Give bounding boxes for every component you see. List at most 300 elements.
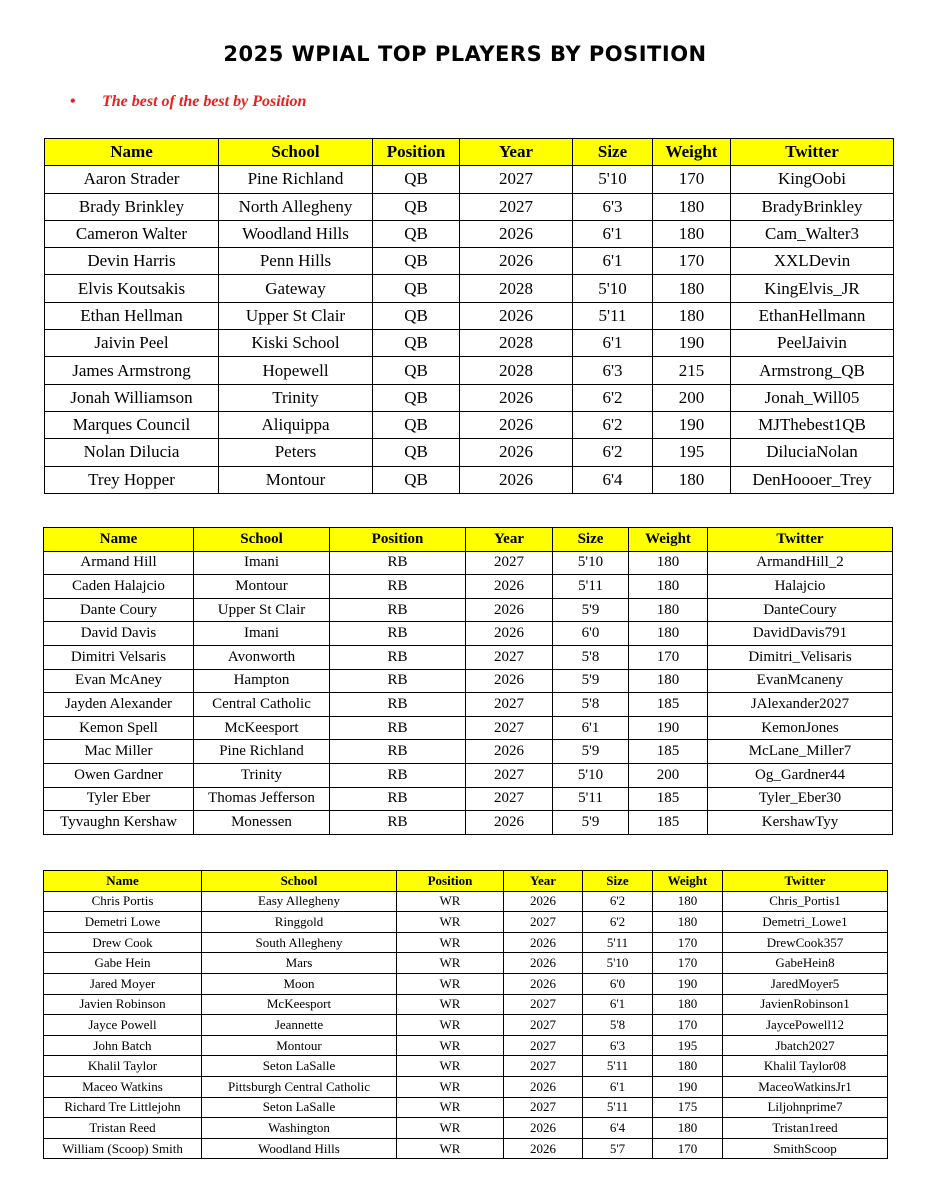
cell-position: WR — [397, 1015, 504, 1036]
cell-weight: 180 — [629, 551, 708, 575]
cell-size: 6'2 — [583, 912, 653, 933]
cell-position: QB — [373, 302, 460, 329]
cell-position: WR — [397, 1056, 504, 1077]
cell-school: South Allegheny — [202, 932, 397, 953]
cell-name: Chris Portis — [44, 891, 202, 912]
cell-size: 5'11 — [553, 787, 629, 811]
cell-weight: 170 — [653, 953, 723, 974]
cell-weight: 180 — [629, 575, 708, 599]
table-row — [44, 912, 888, 933]
cell-school: Easy Allegheny — [202, 891, 397, 912]
cell-position: WR — [397, 1138, 504, 1159]
cell-year: 2027 — [466, 787, 553, 811]
cell-twitter: Armstrong_QB — [731, 357, 894, 384]
cell-size: 6'4 — [583, 1118, 653, 1139]
cell-year: 2026 — [504, 932, 583, 953]
cell-name: Gabe Hein — [44, 953, 202, 974]
column-header-year: Year — [466, 528, 553, 552]
column-header-position: Position — [373, 139, 460, 166]
cell-twitter: Og_Gardner44 — [708, 763, 893, 787]
table-row — [45, 166, 894, 193]
cell-twitter: BradyBrinkley — [731, 193, 894, 220]
cell-name: Ethan Hellman — [45, 302, 219, 329]
cell-position: QB — [373, 193, 460, 220]
bullet-icon: • — [70, 93, 76, 110]
cell-name: Drew Cook — [44, 932, 202, 953]
cell-school: Trinity — [194, 763, 330, 787]
column-header-year: Year — [504, 871, 583, 892]
cell-size: 6'1 — [573, 220, 653, 247]
cell-school: Seton LaSalle — [202, 1056, 397, 1077]
qb-table — [44, 138, 894, 494]
cell-name: Marques Council — [45, 411, 219, 438]
cell-position: RB — [330, 693, 466, 717]
cell-weight: 170 — [629, 645, 708, 669]
cell-weight: 195 — [653, 439, 731, 466]
cell-year: 2026 — [466, 622, 553, 646]
page-title: 2025 WPIAL TOP PLAYERS BY POSITION — [223, 42, 707, 66]
cell-weight: 170 — [653, 1138, 723, 1159]
cell-school: McKeesport — [194, 716, 330, 740]
cell-year: 2026 — [466, 740, 553, 764]
column-header-twitter: Twitter — [708, 528, 893, 552]
cell-name: Tyler Eber — [44, 787, 194, 811]
cell-school: McKeesport — [202, 994, 397, 1015]
cell-name: Aaron Strader — [45, 166, 219, 193]
cell-size: 6'3 — [573, 357, 653, 384]
cell-twitter: DrewCook357 — [723, 932, 888, 953]
cell-position: WR — [397, 973, 504, 994]
cell-twitter: Halajcio — [708, 575, 893, 599]
cell-year: 2027 — [460, 166, 573, 193]
cell-year: 2027 — [504, 994, 583, 1015]
cell-twitter: XXLDevin — [731, 248, 894, 275]
cell-twitter: JAlexander2027 — [708, 693, 893, 717]
cell-year: 2027 — [504, 912, 583, 933]
cell-name: Tristan Reed — [44, 1118, 202, 1139]
cell-twitter: JaredMoyer5 — [723, 973, 888, 994]
cell-size: 6'2 — [583, 891, 653, 912]
table-row — [45, 466, 894, 493]
table-row — [44, 1015, 888, 1036]
cell-year: 2027 — [466, 645, 553, 669]
table-row — [45, 193, 894, 220]
cell-weight: 170 — [653, 166, 731, 193]
cell-size: 5'10 — [553, 763, 629, 787]
cell-name: Tyvaughn Kershaw — [44, 811, 194, 835]
column-header-school: School — [202, 871, 397, 892]
cell-size: 6'1 — [553, 716, 629, 740]
cell-school: Seton LaSalle — [202, 1097, 397, 1118]
wr-table — [43, 870, 888, 1159]
cell-year: 2026 — [460, 302, 573, 329]
cell-position: QB — [373, 166, 460, 193]
cell-school: Montour — [194, 575, 330, 599]
cell-size: 5'9 — [553, 669, 629, 693]
cell-name: Dimitri Velsaris — [44, 645, 194, 669]
cell-year: 2026 — [504, 1138, 583, 1159]
cell-weight: 180 — [629, 598, 708, 622]
cell-weight: 170 — [653, 932, 723, 953]
cell-size: 5'11 — [583, 932, 653, 953]
cell-twitter: DiluciaNolan — [731, 439, 894, 466]
cell-school: Penn Hills — [219, 248, 373, 275]
cell-weight: 200 — [629, 763, 708, 787]
cell-name: Cameron Walter — [45, 220, 219, 247]
table-row — [45, 384, 894, 411]
cell-weight: 180 — [653, 275, 731, 302]
cell-school: Ringgold — [202, 912, 397, 933]
cell-school: Hopewell — [219, 357, 373, 384]
cell-size: 5'11 — [573, 302, 653, 329]
table-row — [44, 932, 888, 953]
cell-year: 2026 — [460, 411, 573, 438]
cell-weight: 180 — [653, 891, 723, 912]
table-row — [44, 693, 893, 717]
cell-position: RB — [330, 740, 466, 764]
table-row — [45, 220, 894, 247]
cell-position: RB — [330, 787, 466, 811]
cell-size: 5'10 — [573, 275, 653, 302]
cell-weight: 170 — [653, 248, 731, 275]
column-header-name: Name — [44, 528, 194, 552]
column-header-weight: Weight — [629, 528, 708, 552]
table-row — [44, 1097, 888, 1118]
cell-size: 6'1 — [583, 1076, 653, 1097]
cell-year: 2028 — [460, 357, 573, 384]
cell-weight: 190 — [653, 1076, 723, 1097]
cell-twitter: KemonJones — [708, 716, 893, 740]
cell-size: 5'8 — [583, 1015, 653, 1036]
cell-school: Upper St Clair — [219, 302, 373, 329]
cell-name: Caden Halajcio — [44, 575, 194, 599]
table-row — [44, 740, 893, 764]
cell-school: Avonworth — [194, 645, 330, 669]
cell-year: 2027 — [504, 1015, 583, 1036]
cell-year: 2026 — [466, 598, 553, 622]
cell-year: 2028 — [460, 330, 573, 357]
cell-weight: 200 — [653, 384, 731, 411]
cell-name: David Davis — [44, 622, 194, 646]
cell-size: 5'11 — [583, 1056, 653, 1077]
cell-twitter: JaycePowell12 — [723, 1015, 888, 1036]
cell-school: Washington — [202, 1118, 397, 1139]
cell-position: WR — [397, 912, 504, 933]
cell-year: 2026 — [504, 1118, 583, 1139]
cell-twitter: Dimitri_Velisaris — [708, 645, 893, 669]
cell-school: Woodland Hills — [202, 1138, 397, 1159]
cell-name: Jaivin Peel — [45, 330, 219, 357]
table-row — [44, 953, 888, 974]
cell-school: Thomas Jefferson — [194, 787, 330, 811]
cell-name: Jared Moyer — [44, 973, 202, 994]
table-row — [44, 598, 893, 622]
cell-twitter: DavidDavis791 — [708, 622, 893, 646]
cell-year: 2026 — [460, 248, 573, 275]
column-header-position: Position — [330, 528, 466, 552]
cell-school: Imani — [194, 622, 330, 646]
table-row — [44, 811, 893, 835]
cell-weight: 185 — [629, 693, 708, 717]
cell-weight: 190 — [629, 716, 708, 740]
cell-weight: 215 — [653, 357, 731, 384]
table-row — [44, 645, 893, 669]
cell-weight: 185 — [629, 811, 708, 835]
cell-size: 6'2 — [573, 384, 653, 411]
cell-name: Elvis Koutsakis — [45, 275, 219, 302]
table-row — [45, 411, 894, 438]
cell-name: Brady Brinkley — [45, 193, 219, 220]
cell-year: 2026 — [466, 575, 553, 599]
cell-twitter: SmithScoop — [723, 1138, 888, 1159]
cell-school: Upper St Clair — [194, 598, 330, 622]
cell-year: 2026 — [504, 973, 583, 994]
cell-school: Kiski School — [219, 330, 373, 357]
table-row — [45, 248, 894, 275]
cell-year: 2026 — [504, 953, 583, 974]
cell-school: Gateway — [219, 275, 373, 302]
cell-weight: 180 — [629, 622, 708, 646]
cell-position: QB — [373, 384, 460, 411]
cell-twitter: Liljohnprime7 — [723, 1097, 888, 1118]
cell-weight: 190 — [653, 330, 731, 357]
cell-name: Mac Miller — [44, 740, 194, 764]
cell-position: RB — [330, 598, 466, 622]
cell-position: QB — [373, 275, 460, 302]
column-header-weight: Weight — [653, 871, 723, 892]
cell-position: QB — [373, 220, 460, 247]
cell-position: WR — [397, 1097, 504, 1118]
cell-twitter: KingElvis_JR — [731, 275, 894, 302]
cell-size: 5'7 — [583, 1138, 653, 1159]
cell-size: 5'9 — [553, 598, 629, 622]
cell-twitter: Cam_Walter3 — [731, 220, 894, 247]
cell-twitter: Demetri_Lowe1 — [723, 912, 888, 933]
subtitle — [70, 93, 306, 111]
cell-school: Pittsburgh Central Catholic — [202, 1076, 397, 1097]
cell-twitter: Jonah_Will05 — [731, 384, 894, 411]
cell-name: John Batch — [44, 1035, 202, 1056]
cell-school: Jeannette — [202, 1015, 397, 1036]
cell-year: 2026 — [460, 439, 573, 466]
table-row — [45, 302, 894, 329]
cell-name: Demetri Lowe — [44, 912, 202, 933]
cell-twitter: McLane_Miller7 — [708, 740, 893, 764]
cell-size: 5'10 — [573, 166, 653, 193]
cell-size: 6'0 — [583, 973, 653, 994]
column-header-size: Size — [573, 139, 653, 166]
cell-position: WR — [397, 1118, 504, 1139]
cell-year: 2028 — [460, 275, 573, 302]
cell-size: 5'10 — [583, 953, 653, 974]
column-header-name: Name — [44, 871, 202, 892]
cell-school: Trinity — [219, 384, 373, 411]
rb-table — [43, 527, 893, 835]
cell-position: RB — [330, 811, 466, 835]
cell-name: Richard Tre Littlejohn — [44, 1097, 202, 1118]
column-header-name: Name — [45, 139, 219, 166]
table-row — [45, 275, 894, 302]
cell-year: 2026 — [504, 891, 583, 912]
cell-weight: 185 — [629, 740, 708, 764]
cell-year: 2027 — [466, 693, 553, 717]
cell-weight: 180 — [653, 1118, 723, 1139]
cell-twitter: GabeHein8 — [723, 953, 888, 974]
table-row — [44, 669, 893, 693]
cell-name: Jayce Powell — [44, 1015, 202, 1036]
cell-position: QB — [373, 411, 460, 438]
table-row — [44, 763, 893, 787]
table-row — [44, 551, 893, 575]
table-row — [44, 973, 888, 994]
cell-school: Central Catholic — [194, 693, 330, 717]
cell-year: 2026 — [460, 220, 573, 247]
table-row — [45, 439, 894, 466]
cell-size: 5'8 — [553, 693, 629, 717]
cell-name: Khalil Taylor — [44, 1056, 202, 1077]
cell-year: 2027 — [466, 716, 553, 740]
cell-weight: 180 — [653, 193, 731, 220]
cell-position: QB — [373, 248, 460, 275]
cell-twitter: Chris_Portis1 — [723, 891, 888, 912]
cell-name: Nolan Dilucia — [45, 439, 219, 466]
cell-school: Peters — [219, 439, 373, 466]
table-row — [45, 330, 894, 357]
cell-position: QB — [373, 357, 460, 384]
cell-year: 2027 — [504, 1056, 583, 1077]
cell-name: James Armstrong — [45, 357, 219, 384]
cell-school: Woodland Hills — [219, 220, 373, 247]
cell-twitter: DenHoooer_Trey — [731, 466, 894, 493]
table-row — [44, 1076, 888, 1097]
cell-weight: 175 — [653, 1097, 723, 1118]
column-header-twitter: Twitter — [731, 139, 894, 166]
cell-year: 2027 — [466, 763, 553, 787]
cell-position: WR — [397, 953, 504, 974]
cell-name: Jonah Williamson — [45, 384, 219, 411]
table-header-row — [44, 528, 893, 552]
cell-twitter: PeelJaivin — [731, 330, 894, 357]
cell-twitter: MaceoWatkinsJr1 — [723, 1076, 888, 1097]
cell-size: 5'10 — [553, 551, 629, 575]
subtitle-text: The best of the best by Position — [102, 93, 307, 110]
cell-position: QB — [373, 439, 460, 466]
cell-twitter: Khalil Taylor08 — [723, 1056, 888, 1077]
cell-size: 6'1 — [583, 994, 653, 1015]
cell-weight: 180 — [653, 302, 731, 329]
cell-position: RB — [330, 669, 466, 693]
cell-year: 2027 — [504, 1035, 583, 1056]
cell-size: 6'0 — [553, 622, 629, 646]
cell-position: WR — [397, 1076, 504, 1097]
column-header-year: Year — [460, 139, 573, 166]
cell-weight: 180 — [653, 912, 723, 933]
cell-name: Jayden Alexander — [44, 693, 194, 717]
cell-year: 2027 — [504, 1097, 583, 1118]
cell-twitter: EthanHellmann — [731, 302, 894, 329]
cell-position: RB — [330, 645, 466, 669]
cell-school: Montour — [219, 466, 373, 493]
cell-size: 5'9 — [553, 740, 629, 764]
table-row — [44, 994, 888, 1015]
cell-year: 2027 — [460, 193, 573, 220]
table-header-row — [45, 139, 894, 166]
column-header-size: Size — [553, 528, 629, 552]
cell-name: Armand Hill — [44, 551, 194, 575]
column-header-twitter: Twitter — [723, 871, 888, 892]
table-row — [44, 1035, 888, 1056]
cell-weight: 170 — [653, 1015, 723, 1036]
cell-twitter: KingOobi — [731, 166, 894, 193]
cell-position: RB — [330, 763, 466, 787]
cell-size: 6'1 — [573, 330, 653, 357]
table-row — [44, 1118, 888, 1139]
cell-position: QB — [373, 330, 460, 357]
cell-school: Imani — [194, 551, 330, 575]
cell-weight: 185 — [629, 787, 708, 811]
cell-year: 2027 — [466, 551, 553, 575]
cell-school: Monessen — [194, 811, 330, 835]
cell-school: Mars — [202, 953, 397, 974]
cell-weight: 195 — [653, 1035, 723, 1056]
cell-twitter: ArmandHill_2 — [708, 551, 893, 575]
cell-size: 6'4 — [573, 466, 653, 493]
cell-size: 6'2 — [573, 411, 653, 438]
table-row — [44, 622, 893, 646]
cell-size: 6'1 — [573, 248, 653, 275]
table-row — [44, 1056, 888, 1077]
cell-name: Evan McAney — [44, 669, 194, 693]
cell-position: QB — [373, 466, 460, 493]
cell-school: Aliquippa — [219, 411, 373, 438]
cell-school: Moon — [202, 973, 397, 994]
cell-name: Kemon Spell — [44, 716, 194, 740]
cell-position: WR — [397, 994, 504, 1015]
cell-twitter: EvanMcaneny — [708, 669, 893, 693]
cell-year: 2026 — [504, 1076, 583, 1097]
cell-weight: 190 — [653, 411, 731, 438]
cell-weight: 190 — [653, 973, 723, 994]
cell-twitter: Tyler_Eber30 — [708, 787, 893, 811]
table-row — [44, 787, 893, 811]
table-row — [44, 891, 888, 912]
cell-position: RB — [330, 622, 466, 646]
cell-school: Pine Richland — [194, 740, 330, 764]
cell-position: WR — [397, 891, 504, 912]
cell-twitter: Tristan1reed — [723, 1118, 888, 1139]
cell-size: 5'9 — [553, 811, 629, 835]
cell-weight: 180 — [629, 669, 708, 693]
cell-name: Devin Harris — [45, 248, 219, 275]
cell-size: 5'8 — [553, 645, 629, 669]
cell-weight: 180 — [653, 466, 731, 493]
table-row — [44, 716, 893, 740]
cell-weight: 180 — [653, 994, 723, 1015]
cell-name: Owen Gardner — [44, 763, 194, 787]
cell-school: Hampton — [194, 669, 330, 693]
cell-position: WR — [397, 1035, 504, 1056]
cell-school: North Allegheny — [219, 193, 373, 220]
column-header-size: Size — [583, 871, 653, 892]
cell-position: WR — [397, 932, 504, 953]
column-header-position: Position — [397, 871, 504, 892]
column-header-school: School — [194, 528, 330, 552]
cell-year: 2026 — [460, 466, 573, 493]
cell-twitter: KershawTyy — [708, 811, 893, 835]
cell-size: 5'11 — [583, 1097, 653, 1118]
cell-twitter: JavienRobinson1 — [723, 994, 888, 1015]
cell-size: 5'11 — [553, 575, 629, 599]
